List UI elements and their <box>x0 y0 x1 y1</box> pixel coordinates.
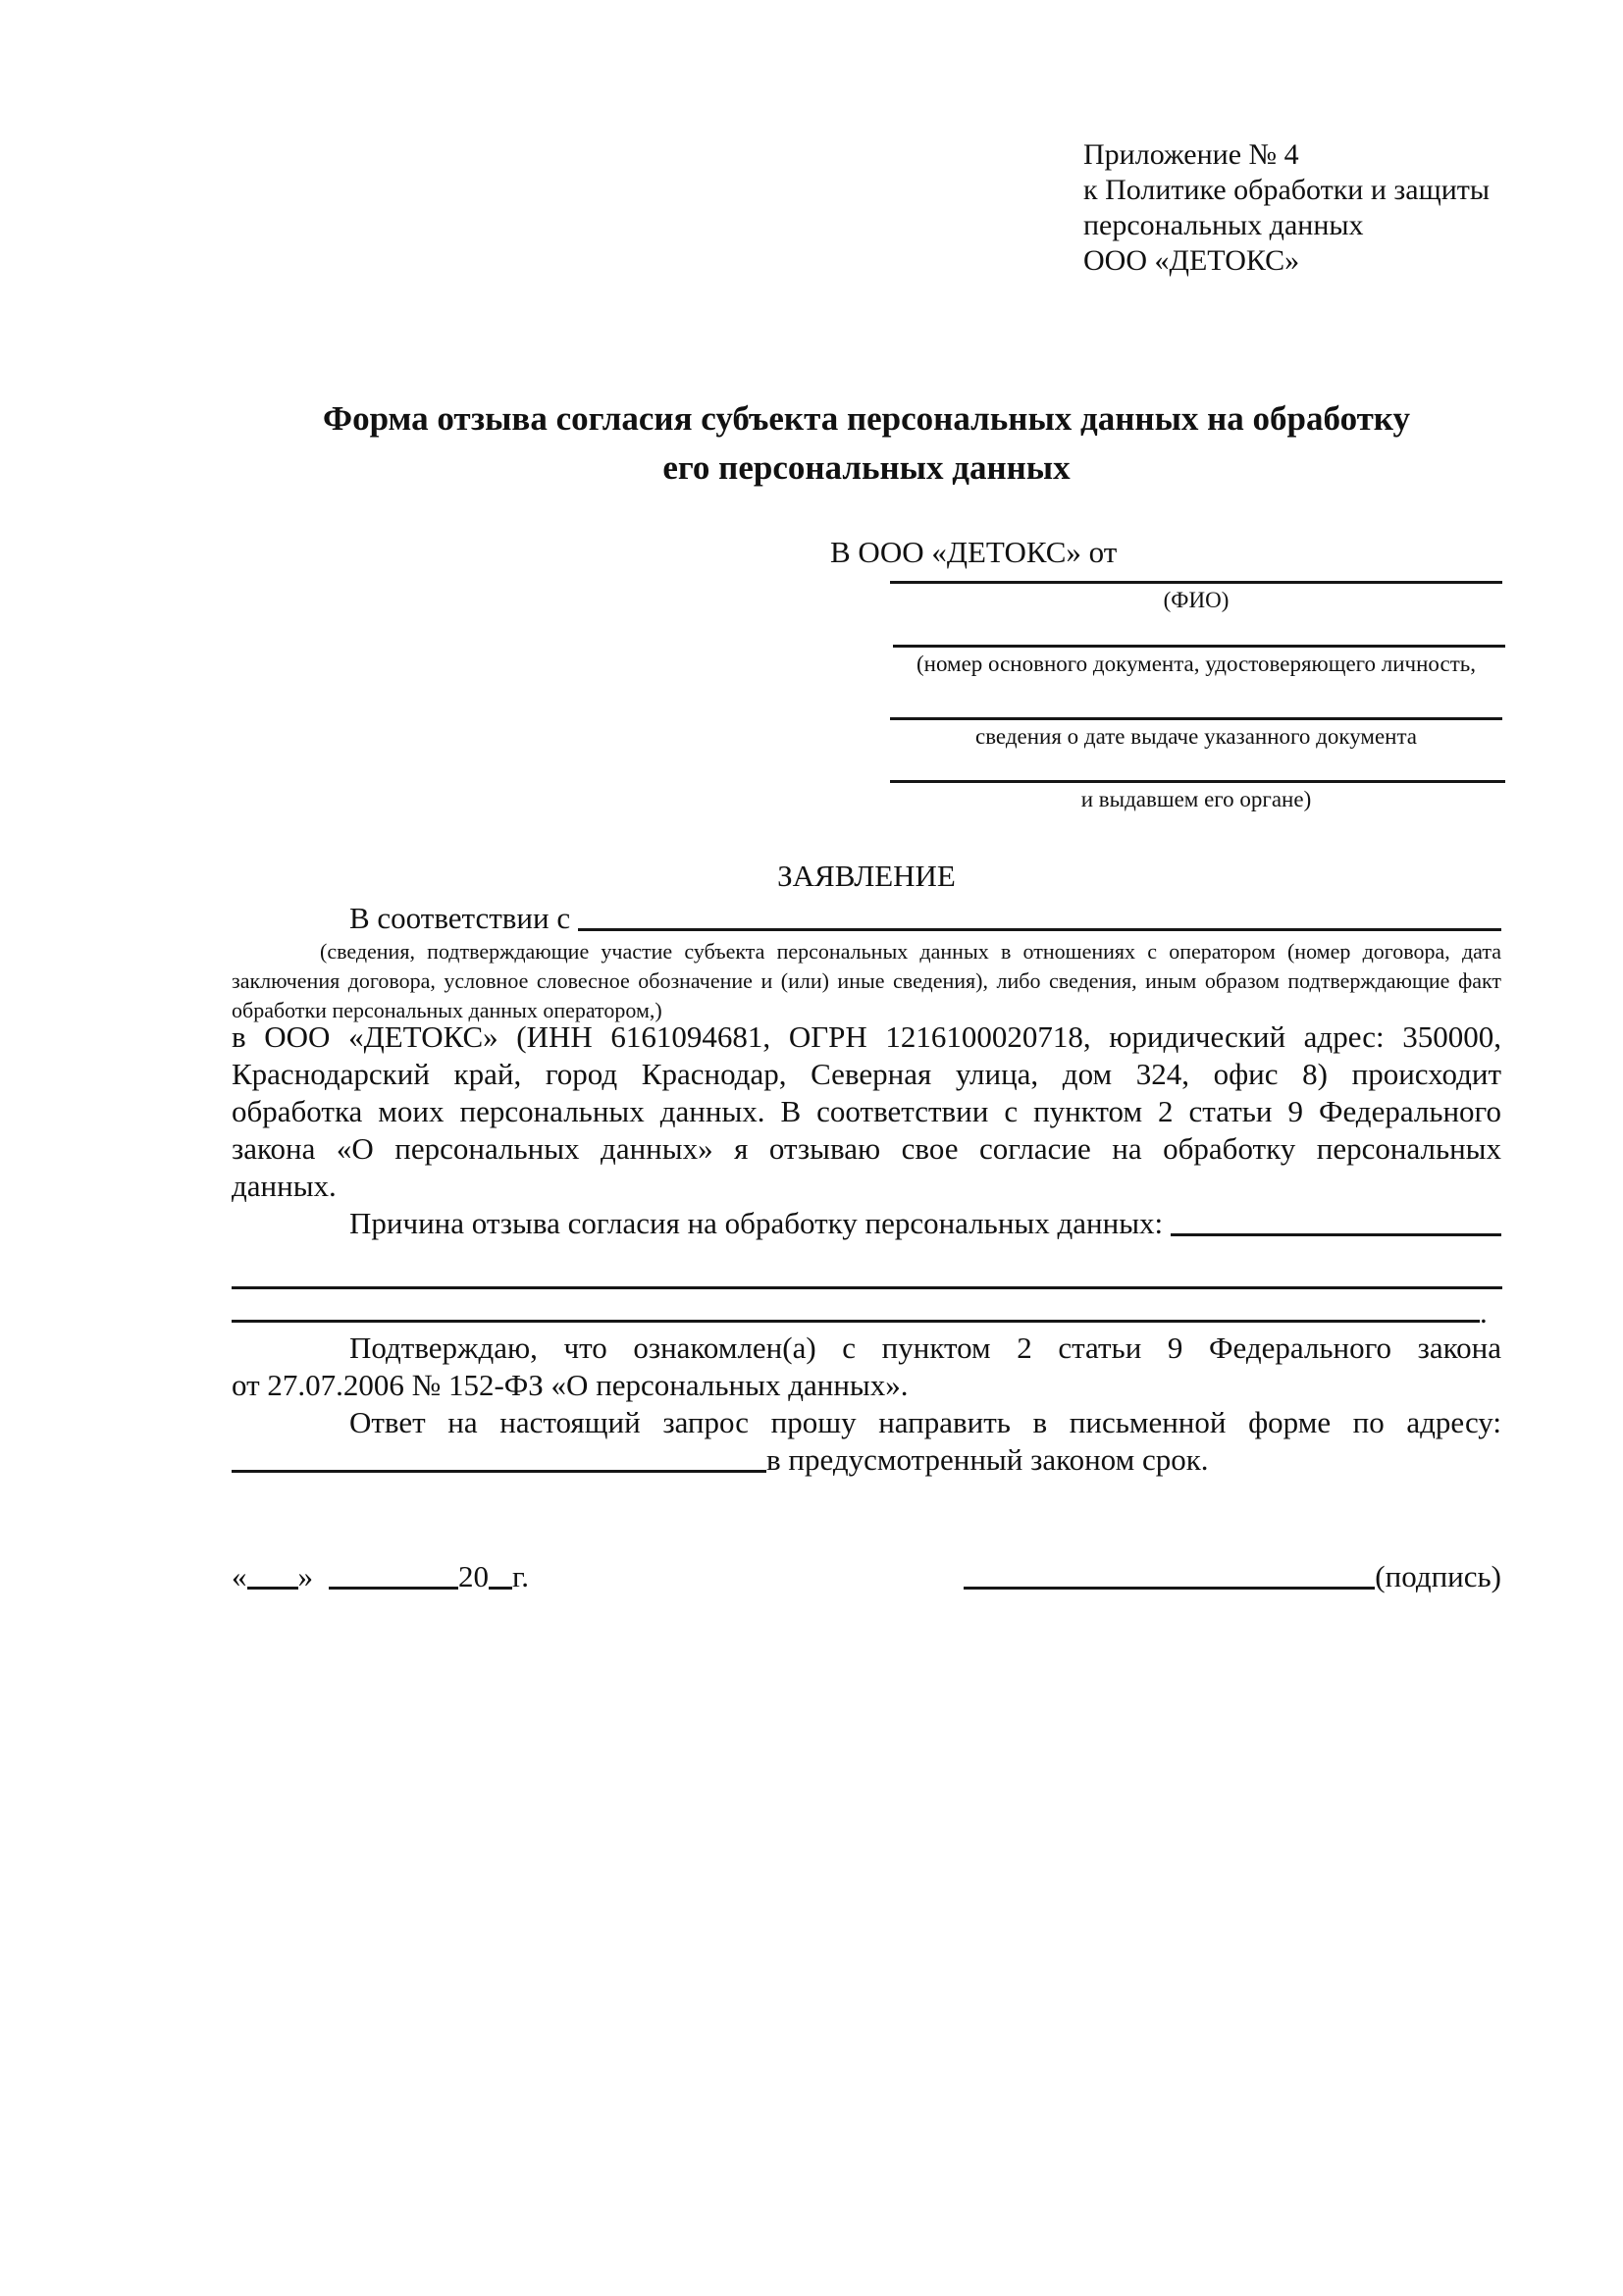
reason-row <box>232 1205 1501 1242</box>
basis-blank-line <box>578 928 1501 931</box>
basis-row <box>232 900 1501 937</box>
issuing-authority-field-line <box>890 780 1505 783</box>
date-year-prefix: 20 <box>458 1559 489 1593</box>
date-quote-close: » <box>297 1559 313 1593</box>
basis-prefix: В соответствии с <box>349 901 578 935</box>
reason-label: Причина отзыва согласия на обработку персональных данных: <box>349 1206 1171 1240</box>
appendix-line: персональных данных <box>1083 209 1364 241</box>
issue-date-field-caption: сведения о дате выдаче указанного документа <box>974 724 1418 749</box>
body-line: в ООО «ДЕТОКС» (ИНН 6161094681, ОГРН 1216100020718, юридический адрес: 350000, <box>232 1019 1501 1054</box>
date-group <box>232 1558 529 1595</box>
document-title <box>232 394 1501 493</box>
fio-field-caption: (ФИО) <box>1163 588 1230 612</box>
footnote-line: заключения договора, условное словесное обозначение и (или) иные сведения), либо сведения, иным образом подтверждающие факт <box>232 968 1501 993</box>
fio-field-line <box>890 581 1502 584</box>
body-line: закона «О персональных данных» я отзываю свое согласие на обработку персональных <box>232 1131 1501 1166</box>
addressee-intro: В ООО «ДЕТОКС» от <box>830 535 1118 569</box>
statement-heading: ЗАЯВЛЕНИЕ <box>777 859 956 893</box>
body-paragraph <box>232 1018 1501 1205</box>
reply-suffix: в предусмотренный законом срок. <box>766 1442 1209 1477</box>
document-number-field-caption: (номер основного документа, удостоверяющего личность, <box>916 652 1476 676</box>
footnote-line: обработки персональных данных оператором,) <box>232 998 662 1022</box>
confirmation-line: Подтверждаю, что ознакомлен(а) с пунктом 2 статьи 9 Федерального закона <box>349 1331 1501 1365</box>
appendix-block <box>1083 137 1554 279</box>
appendix-line: Приложение № 4 <box>1083 138 1299 171</box>
blank-line-terminator: . <box>1480 1295 1488 1330</box>
body-line: Краснодарский край, город Краснодар, Северная улица, дом 324, офис 8) происходит <box>232 1057 1501 1091</box>
confirmation-line: от 27.07.2006 № 152-ФЗ «О персональных данных». <box>232 1368 909 1402</box>
reason-blank-line <box>1171 1233 1501 1236</box>
reply-request-line: Ответ на настоящий запрос прошу направить в письменной форме по адресу: <box>349 1405 1501 1439</box>
date-signature-row <box>232 1558 1501 1595</box>
body-line: данных. <box>232 1169 337 1203</box>
body-line: обработка моих персональных данных. В соответствии с пунктом 2 статьи 9 Федерального <box>232 1094 1501 1128</box>
date-quote-open: « <box>232 1559 247 1593</box>
footnote-line: (сведения, подтверждающие участие субъекта персональных данных в отношениях с оператором (номер договора, дата <box>320 939 1501 964</box>
date-month-blank <box>329 1587 458 1590</box>
reason-blank-line <box>232 1320 1480 1323</box>
footnote-block <box>232 937 1501 1025</box>
appendix-line: к Политике обработки и защиты <box>1083 174 1491 206</box>
issuing-authority-field-caption: и выдавшем его органе) <box>1080 787 1312 811</box>
date-year-blank <box>489 1587 512 1590</box>
signature-caption: (подпись) <box>1375 1559 1501 1593</box>
confirmation-paragraph <box>232 1330 1501 1404</box>
document-title-line: Форма отзыва согласия субъекта персональных данных на обработку <box>323 399 1410 438</box>
document-number-field-line <box>893 645 1505 648</box>
date-year-era: г. <box>512 1559 529 1593</box>
issue-date-field-line <box>890 717 1502 720</box>
address-blank-line <box>232 1470 766 1473</box>
reply-address-row <box>232 1441 1501 1479</box>
date-day-blank <box>247 1587 298 1590</box>
appendix-line: ООО «ДЕТОКС» <box>1083 244 1300 277</box>
document-title-line: его персональных данных <box>662 448 1071 487</box>
reason-blank-line <box>232 1286 1502 1289</box>
signature-group <box>964 1558 1501 1595</box>
signature-blank-line <box>964 1587 1375 1590</box>
